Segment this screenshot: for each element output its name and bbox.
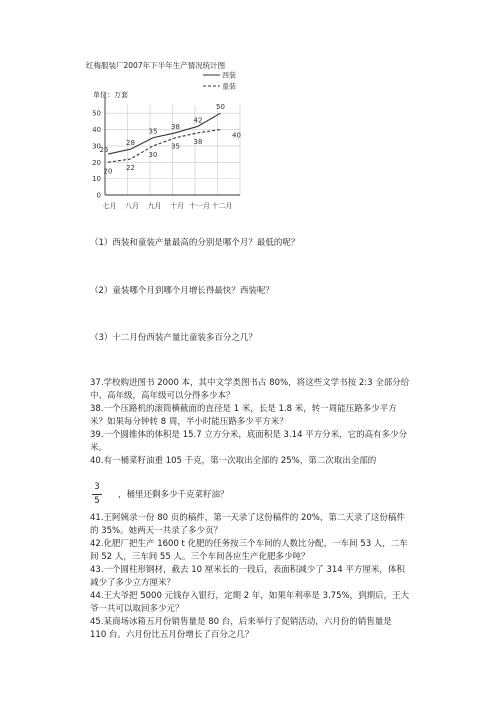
chart-series [108,113,221,162]
legend-label: 童装 [222,82,236,91]
data-label: 25 [99,146,109,155]
chart-legend [203,71,236,91]
y-tick-label: 0 [96,191,101,200]
chart-title: 红梅服装厂2007年下半年生产情况统计图 [86,61,226,70]
data-label: 38 [171,122,180,131]
data-label: 42 [193,116,203,125]
x-tick-label: 十二月 [211,202,233,210]
problem-43: 43.一个圆柱形钢材，截去 10 厘米长的一段后，表面积减少了 314 平方厘米，体积减少了多少立方厘米？ [90,565,405,588]
fraction-bar [92,494,102,495]
data-label: 20 [103,167,113,176]
data-label: 22 [126,164,135,172]
data-label: 50 [216,103,225,112]
y-tick-label: 50 [92,109,101,118]
x-tick-label: 八月 [125,202,139,210]
legend-label: 西装 [222,71,236,80]
problem-40-rest: ，桶里还剩多少千克菜籽油？ [118,490,229,500]
problem-44: 44.王大爷把 5000 元钱存入银行，定期 2 年，如果年利率是 3.75%，到期后，王大爷一共可以取回多少元？ [90,591,410,614]
x-tick-label: 九月 [147,202,162,210]
x-tick-label: 十月 [170,202,184,210]
unit-label: 单位：万套 [93,91,128,99]
data-label: 28 [126,139,135,148]
series-line-0 [108,113,221,154]
problem-41: 41.王阿姨录一份 80 页的稿件，第一天录了这份稿件的 20%，第二天录了这份稿件的 35%。她两天一共录了多少页？ [90,513,405,536]
problem-38: 38.一个压路机的滚筒横截面的直径是 1 米，长是 1.8 米，转一周能压路多少平方米？如果每分钟转 8 周，半小时能压路多少平方米？ [90,404,397,427]
fraction-three-fifths [92,482,102,507]
problem-45: 45.某商场冰箱五月份销售量是 80 台，后来举行了促销活动，六月份的销售量是 110 台。六月份比五月份增长了百分之几？ [90,617,392,640]
fraction-numerator: 3 [94,482,100,492]
y-tick-label: 20 [92,158,101,167]
problem-37: 37.学校购进图书 2000 本，其中文学类图书占 80%，将这些文学书按 2:3 全部分给中、高年级，高年级可以分得多少本？ [90,378,410,401]
problem-42: 42.化肥厂把生产 1600 t 化肥的任务按三个车间的人数比分配，一车间 53 人，二车间 52 人，三车间 55 人。三个车间各应生产化肥多少吨？ [90,539,408,562]
data-label: 35 [148,127,158,136]
data-label: 30 [148,150,158,159]
fraction-denominator: 5 [94,496,100,506]
x-tick-label: 七月 [102,202,117,210]
question-1: （1）西装和童装产量最高的分别是哪个月？最低的呢？ [90,238,300,248]
problem-39: 39.一个圆锥体的体积是 15.7 立方分米，底面积是 3.14 平方分米，它的高有多少分米。 [90,430,408,453]
x-tick-label: 十一月 [189,202,210,210]
question-2: （2）童装哪个月到哪个月增长得最快？西装呢？ [90,286,274,296]
data-label: 38 [193,137,203,146]
y-tick-label: 30 [92,142,101,151]
data-label: 35 [171,142,180,151]
line-chart [70,65,250,215]
x-axis [103,195,241,210]
data-label: 40 [232,131,241,140]
question-3: （3）十二月份西装产量比童装多百分之几？ [90,333,257,343]
problem-40: 40.有一桶菜籽油重 105 千克，第一次取出全部的 25%，第二次取出全部的 [90,456,377,466]
y-tick-label: 10 [92,175,101,184]
y-tick-label: 40 [92,126,101,135]
